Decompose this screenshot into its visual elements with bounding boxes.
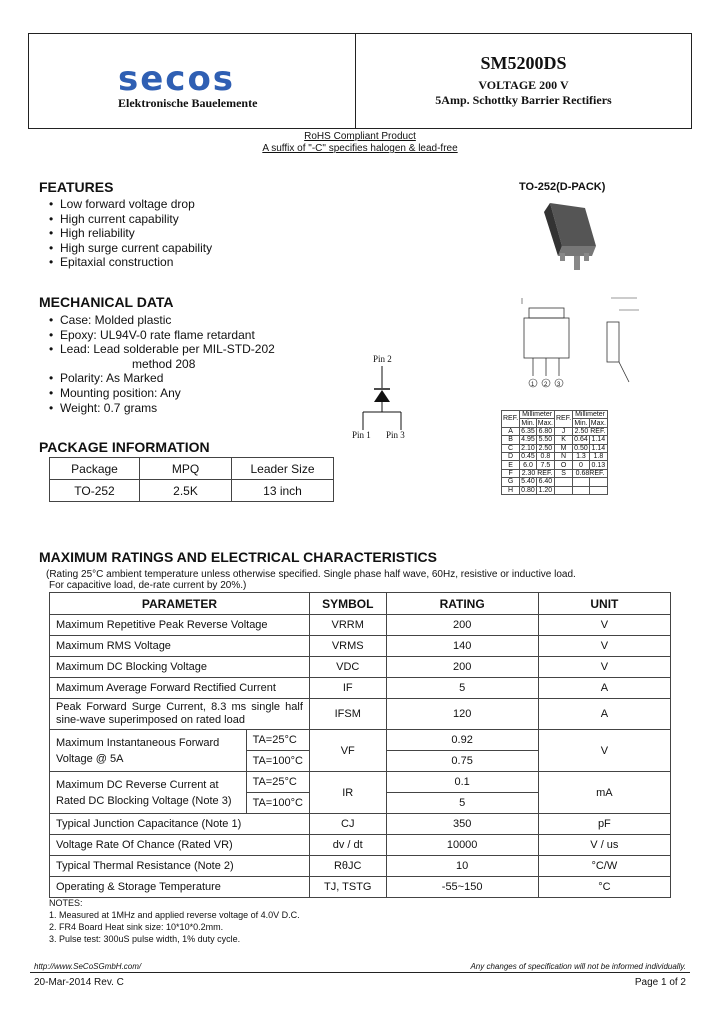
table-row: A 6.35 6.80 J 2.50 REF.: [502, 427, 608, 435]
ratings-table: [49, 592, 671, 898]
list-item: • Epoxy: UL94V-0 rate flame retardant: [49, 327, 255, 342]
table-row: Operating & Storage Temperature TJ, TSTG -55~150 °C: [50, 877, 671, 898]
table-header: Millimeter: [520, 411, 555, 419]
table-row: Typical Junction Capacitance (Note 1) CJ 350 pF: [50, 814, 671, 835]
list-item: • Case: Molded plastic: [49, 313, 172, 327]
table-header: Package: [50, 458, 140, 480]
list-item: • Weight: 0.7 grams: [49, 400, 158, 415]
table-row: E 6.0 7.5 O 0 0.13: [502, 461, 608, 469]
list-item: • Polarity: As Marked: [49, 371, 164, 386]
table-row: G 5.40 6.40: [502, 478, 608, 486]
pin3-label: Pin 3: [386, 430, 405, 440]
notes-title: NOTES:: [49, 898, 83, 908]
pin1-label: Pin 1: [352, 430, 371, 440]
table-row: Maximum DC Reverse Current at Rated DC Blocking Voltage (Note 3) TA=25°C IR 0.1 mA: [50, 772, 671, 793]
list-item: • Epitaxial construction: [49, 255, 174, 270]
halogen-note: A suffix of "-C" specifies halogen & lead-free: [262, 143, 458, 154]
table-row: Peak Forward Surge Current, 8.3 ms single half sine-wave superimposed on rated load IFSM 120 A: [50, 699, 671, 730]
revision-date: 20-Mar-2014 Rev. C: [34, 977, 124, 988]
footer-rule: [30, 972, 690, 973]
ratings-condition-2: For capacitive load, de-rate current by 20%.): [49, 580, 247, 591]
page-number: Page 1 of 2: [634, 977, 686, 988]
dimensions-table: [501, 410, 608, 495]
table-cell: 2.5K: [140, 480, 232, 502]
list-item: • High current capability: [49, 211, 179, 226]
table-row: B 4.95 5.50 K 0.64 1.14: [502, 436, 608, 444]
note-item: 1. Measured at 1MHz and applied reverse voltage of 4.0V D.C.: [49, 910, 300, 920]
note-item: 3. Pulse test: 300uS pulse width, 1% duty cycle.: [49, 934, 241, 944]
package-info-title: PACKAGE INFORMATION: [39, 439, 210, 455]
table-row: Maximum DC Blocking Voltage VDC 200 V: [50, 657, 671, 678]
table-header: Millimeter: [573, 411, 608, 419]
footer-disclaimer: Any changes of specification will not be informed individually.: [470, 962, 686, 971]
table-row: TA=100°C 5: [50, 793, 671, 814]
list-item: method 208: [132, 356, 196, 371]
pin-number: 3: [557, 382, 561, 388]
table-row: C 2.10 2.50 M 0.50 1.14: [502, 444, 608, 452]
table-header: Min.: [574, 419, 588, 427]
package-photo: [530, 198, 610, 278]
product-description: 5Amp. Schottky Barrier Rectifiers: [435, 93, 612, 107]
table-row: F 2.30 REF. S 0.68REF.: [502, 469, 608, 477]
pin2-label: Pin 2: [373, 354, 392, 364]
table-row: D 0.45 0.8 N 1.3 1.8: [502, 452, 608, 460]
table-row: Voltage Rate Of Chance (Rated VR) dv / dt 10000 V / us: [50, 835, 671, 856]
package-outline-drawing: [519, 290, 649, 392]
list-item: • High surge current capability: [49, 240, 213, 255]
list-item: • Lead: Lead solderable per MIL-STD-202: [49, 342, 275, 357]
features-list: [39, 197, 339, 270]
mechanical-list: [39, 313, 339, 415]
table-row: Maximum Repetitive Peak Reverse Voltage VRRM 200 V: [50, 615, 671, 636]
rohs-line: RoHS Compliant Product: [304, 131, 416, 142]
table-row: Typical Thermal Resistance (Note 2) RθJC 10 °C/W: [50, 856, 671, 877]
list-item: • Low forward voltage drop: [49, 197, 195, 211]
list-item: • High reliability: [49, 226, 135, 241]
ratings-title: MAXIMUM RATINGS AND ELECTRICAL CHARACTERISTICS: [39, 549, 437, 565]
part-number: SM5200DS: [480, 53, 567, 73]
package-info-table: [49, 457, 334, 502]
footer-url[interactable]: http://www.SeCoSGmbH.com/: [34, 962, 142, 971]
ratings-condition-1: (Rating 25°C ambient temperature unless otherwise specified. Single phase half wave, 60Hz, resistive or inductive load.: [46, 569, 576, 580]
table-row: Maximum RMS Voltage VRMS 140 V: [50, 636, 671, 657]
company-subtitle: Elektronische Bauelemente: [118, 96, 258, 110]
diode-symbol: [355, 364, 415, 432]
features-title: FEATURES: [39, 179, 114, 195]
table-header: Min.: [521, 419, 535, 427]
pin-number: 2: [544, 382, 548, 388]
package-label: TO-252(D-PACK): [519, 181, 606, 193]
table-header: Max.: [537, 419, 553, 427]
table-row: Maximum Instantaneous Forward Voltage @ 5A TA=25°C VF 0.92 V: [50, 730, 671, 751]
mechanical-title: MECHANICAL DATA: [39, 294, 174, 310]
list-item: • Mounting position: Any: [49, 385, 181, 400]
table-cell: 13 inch: [232, 480, 334, 502]
table-row: TA=100°C 0.75: [50, 751, 671, 772]
pin-number: 1: [531, 382, 535, 388]
table-header: REF.: [554, 411, 572, 428]
table-header-row: PARAMETER SYMBOL RATING UNIT: [50, 593, 671, 615]
company-logo: secos: [118, 59, 236, 99]
voltage-rating: VOLTAGE 200 V: [478, 78, 569, 92]
note-item: 2. FR4 Board Heat sink size: 10*10*0.2mm.: [49, 922, 224, 932]
table-cell: TO-252: [50, 480, 140, 502]
table-header: Leader Size: [232, 458, 334, 480]
table-header: MPQ: [140, 458, 232, 480]
table-row: Maximum Average Forward Rectified Current IF 5 A: [50, 678, 671, 699]
table-row: H 0.80 1.20: [502, 486, 608, 494]
table-header: Max.: [590, 419, 606, 427]
table-header: REF.: [502, 411, 520, 428]
